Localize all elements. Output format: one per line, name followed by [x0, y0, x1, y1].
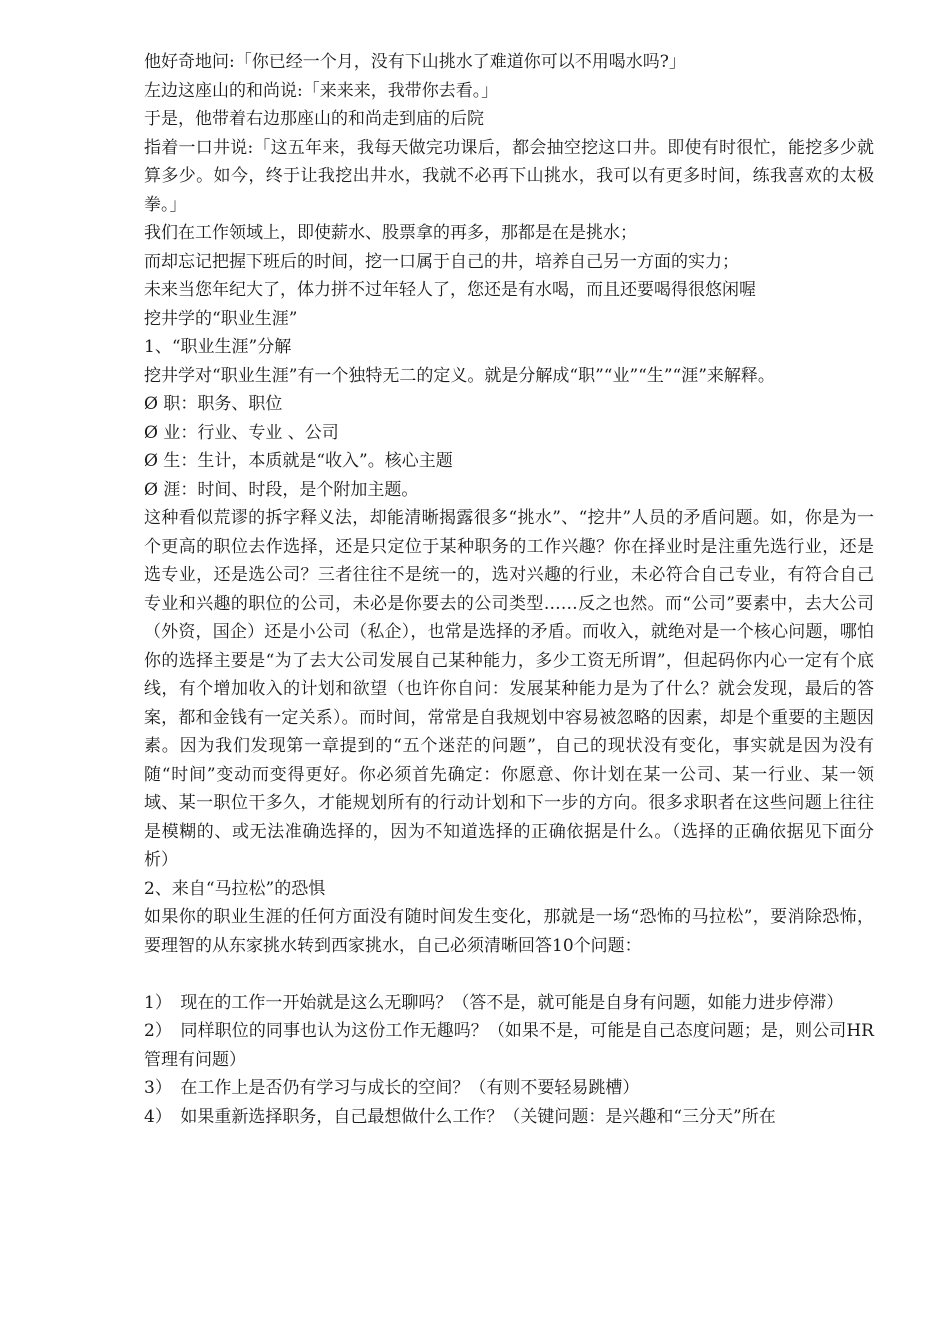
bullet-item: Ø 职：职务、职位 [144, 394, 283, 414]
paragraph: 他好奇地问:「你已经一个月，没有下山挑水了难道你可以不用喝水吗?」 [144, 52, 686, 72]
paragraph: 而却忘记把握下班后的时间，挖一口属于自己的井，培养自己另一方面的实力； [144, 251, 739, 272]
paragraph: 于是，他带着右边那座山的和尚走到庙的后院 [144, 109, 484, 129]
paragraph: 挖井学对“职业生涯”有一个独特无二的定义。就是分解成“职”“业”“生”“涯”来解释。 [144, 365, 775, 386]
paragraph: 我们在工作领域上，即使薪水、股票拿的再多，那都是在是挑水； [144, 223, 637, 243]
bullet-item: Ø 生：生计，本质就是“收入”。核心主题 [144, 451, 453, 471]
question-item: 4） 如果重新选择职务，自己最想做什么工作？（关键问题：是兴趣和“三分天”所在 [144, 1106, 776, 1127]
question-item: 2） 同样职位的同事也认为这份工作无趣吗？（如果不是，可能是自己态度问题；是，则公司HR管理有问题） [144, 1021, 874, 1070]
paragraph: 指着一口井说:「这五年来，我每天做完功课后，都会抽空挖这口井。即使有时很忙，能挖多少就算多少。如今，终于让我挖出井水，我就不必再下山挑水，我可以有更多时间，练我喜欢的太极拳。」 [144, 137, 874, 215]
bullet-item: Ø 涯：时间、时段，是个附加主题。 [144, 479, 419, 500]
paragraph: 如果你的职业生涯的任何方面没有随时间发生变化，那就是一场“恐怖的马拉松”，要消除恐怖，要理智的从东家挑水转到西家挑水，自己必须清晰回答10个问题： [144, 907, 874, 956]
section-heading: 1、“职业生涯”分解 [144, 337, 292, 357]
section-heading: 挖井学的“职业生涯” [144, 308, 298, 329]
paragraph: 这种看似荒谬的拆字释义法，却能清晰揭露很多“挑水”、“挖井”人员的矛盾问题。如，你是为一个更高的职位去作选择，还是只定位于某种职务的工作兴趣？你在择业时是注重先选行业，还是选专业，还是选公司？三者往往不是统一的，选对兴趣的行业，未必符合自己专业，有符合自己专业和兴趣的职位的公司，未必是你要去的公司类型……反之也然。而“公司”要素中，去大公司（外资，国企）还是小公司（私企），也常是选择的矛盾。而收入，就绝对是一个核心问题，哪怕你的选择主要是“为了去大公司发展自己某种能力，多少工资无所谓”，但起码你内心一定有个底线，有个增加收入的计划和欲望（也许你自问：发展某种能力是为了什么？就会发现，最后的答案，都和金钱有一定关系）。而时间，常常是自我规划中容易被忽略的因素，却是个重要的主题因素。因为我们发现第一章提到的“五个迷茫的问题”，自己的现状没有变化，事实就是因为没有随“时间”变动而变得更好。你必须首先确定：你愿意、你计划在某一公司、某一行业、某一领域、某一职位干多久，才能规划所有的行动计划和下一步的方向。很多求职者在这些问题上往往是模糊的、或无法准确选择的，因为不知道选择的正确依据是什么。（选择的正确依据见下面分析） [144, 508, 874, 870]
paragraph: 未来当您年纪大了，体力拼不过年轻人了，您还是有水喝，而且还要喝得很悠闲喔 [144, 280, 756, 300]
question-item: 3） 在工作上是否仍有学习与成长的空间？（有则不要轻易跳槽） [144, 1078, 640, 1098]
document-body [144, 48, 874, 1131]
bullet-item: Ø 业：行业、专业 、公司 [144, 422, 339, 443]
blank-line [144, 960, 874, 989]
paragraph: 左边这座山的和尚说:「来来来，我带你去看。」 [144, 80, 499, 101]
section-heading: 2、来自“马拉松”的恐惧 [144, 878, 326, 899]
question-item: 1） 现在的工作一开始就是这么无聊吗？（答不是，就可能是自身有问题，如能力进步停滞） [144, 992, 844, 1013]
